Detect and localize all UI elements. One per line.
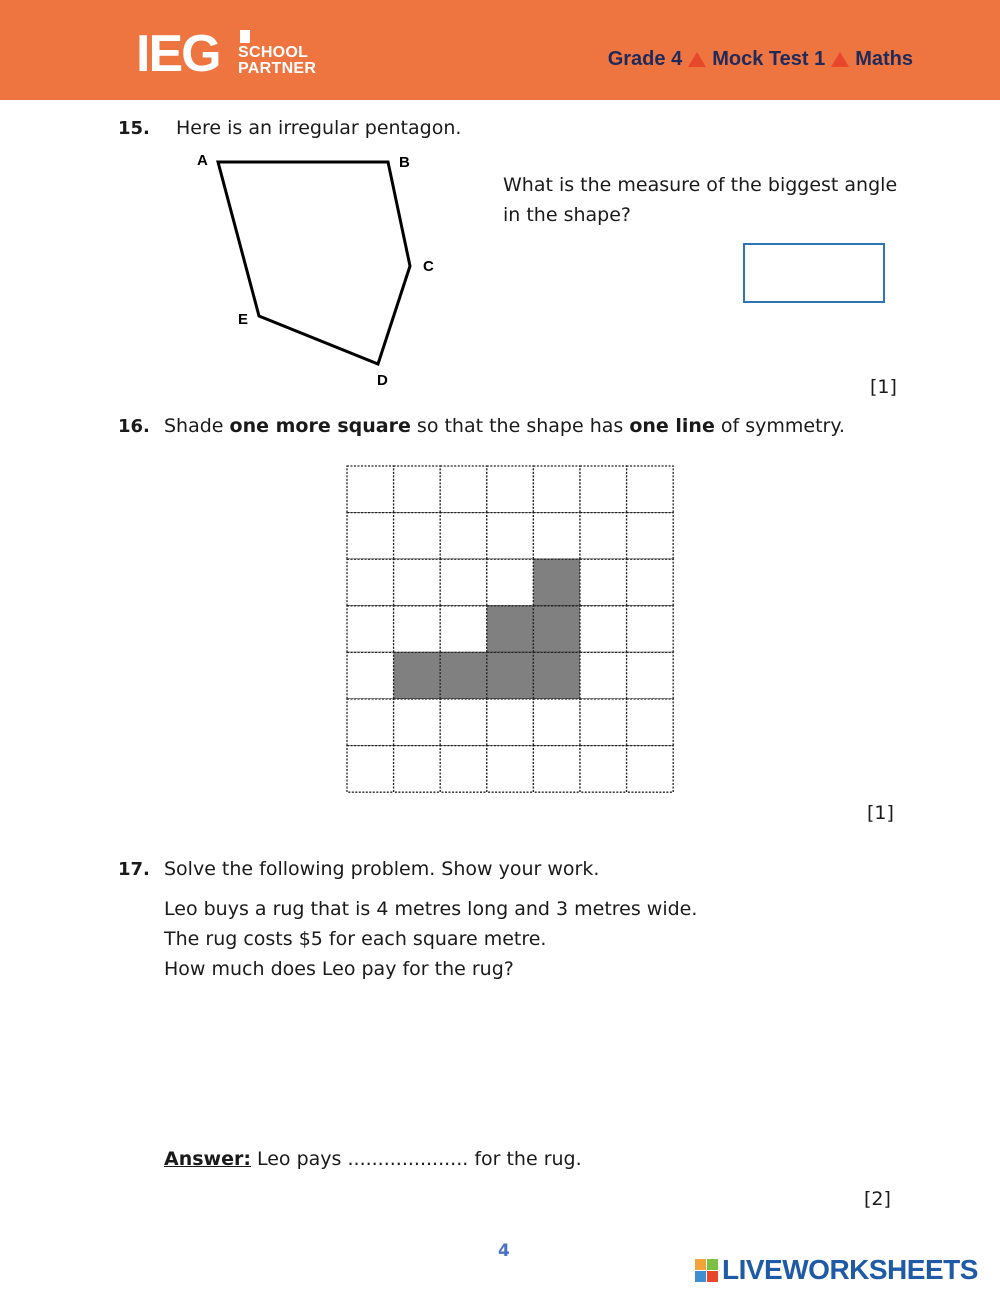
q15-text: Here is an irregular pentagon.	[176, 117, 462, 139]
grid-cell[interactable]	[627, 652, 674, 699]
grid-cell-shaded[interactable]	[533, 652, 580, 699]
grid-cell[interactable]	[487, 699, 534, 746]
header-title	[608, 48, 913, 71]
page-header	[0, 0, 1000, 100]
grid-cell[interactable]	[487, 513, 534, 560]
q15-question-line1: What is the measure of the biggest angle	[503, 174, 898, 196]
header-grade: Grade 4	[607, 48, 683, 70]
logo-subtitle	[238, 45, 316, 77]
q16-text-bold2: one line	[629, 415, 715, 437]
grid-cell[interactable]	[394, 513, 441, 560]
grid-cell[interactable]	[347, 466, 394, 513]
grid-cell[interactable]	[533, 699, 580, 746]
grid-cell[interactable]	[487, 466, 534, 513]
symmetry-grid	[345, 464, 677, 796]
q16-text	[164, 411, 845, 441]
grid-cell[interactable]	[580, 466, 627, 513]
grid-cell-shaded[interactable]	[533, 559, 580, 606]
q17-line1: Leo buys a rug that is 4 metres long and 3 metres wide.	[164, 898, 698, 920]
pentagon-figure	[180, 145, 460, 395]
q17-answer-text[interactable]: Leo pays .................... for the rug.	[250, 1148, 582, 1170]
header-subject: Maths	[855, 48, 913, 70]
grid-cell-shaded[interactable]	[394, 652, 441, 699]
grid-cell[interactable]	[533, 746, 580, 793]
grid-cell[interactable]	[440, 466, 487, 513]
q15-question-line2: in the shape?	[503, 204, 631, 226]
q16-text-bold1: one more square	[229, 415, 411, 437]
vertex-label-b: B	[399, 154, 410, 171]
header-test: Mock Test 1	[712, 48, 826, 70]
vertex-label-a: A	[197, 152, 208, 169]
grid-cell[interactable]	[627, 606, 674, 653]
grid-cell[interactable]	[627, 699, 674, 746]
q16-number: 16.	[118, 416, 150, 437]
grid-cell-shaded[interactable]	[440, 652, 487, 699]
grid-cell[interactable]	[533, 513, 580, 560]
grid-cell[interactable]	[347, 606, 394, 653]
q17-answer-line	[164, 1144, 582, 1174]
grid-cell[interactable]	[580, 513, 627, 560]
q16-marks: [1]	[867, 802, 894, 824]
vertex-label-e: E	[238, 311, 249, 328]
q16-text-part1: Shade	[164, 415, 230, 437]
grid-cell[interactable]	[440, 559, 487, 606]
q17-line2: The rug costs $5 for each square metre.	[164, 928, 547, 950]
liveworksheets-brand	[695, 1254, 978, 1286]
q15-marks: [1]	[870, 376, 897, 398]
q17-instruction: Solve the following problem. Show your work.	[164, 858, 600, 880]
grid-cell[interactable]	[627, 746, 674, 793]
grid-cell[interactable]	[440, 513, 487, 560]
pentagon-shape	[218, 162, 410, 364]
grid-cell[interactable]	[440, 699, 487, 746]
grid-cell[interactable]	[580, 699, 627, 746]
grid-cell[interactable]	[487, 746, 534, 793]
grid-cell[interactable]	[347, 513, 394, 560]
grid-cell[interactable]	[627, 513, 674, 560]
grid-cell-shaded[interactable]	[487, 652, 534, 699]
q17-answer-label: Answer:	[164, 1148, 251, 1170]
grid-cell[interactable]	[394, 746, 441, 793]
liveworksheets-text: LIVEWORKSHEETS	[722, 1254, 978, 1285]
grid-cell[interactable]	[580, 652, 627, 699]
grid-cell-shaded[interactable]	[487, 606, 534, 653]
grid-cell[interactable]	[394, 699, 441, 746]
triangle-separator-icon	[831, 52, 849, 67]
q15-answer-box[interactable]	[743, 243, 885, 303]
triangle-separator-icon	[688, 52, 706, 67]
q16-text-part3: of symmetry.	[714, 415, 845, 437]
page-number: 4	[498, 1241, 510, 1261]
grid-cell[interactable]	[347, 746, 394, 793]
grid-cell[interactable]	[580, 559, 627, 606]
grid-cell[interactable]	[394, 559, 441, 606]
q17-marks: [2]	[864, 1188, 891, 1210]
grid-cell[interactable]	[627, 466, 674, 513]
logo-ieg-text: IEG	[136, 25, 220, 83]
grid-cell[interactable]	[347, 559, 394, 606]
grid-cell[interactable]	[347, 652, 394, 699]
grid-cell[interactable]	[347, 699, 394, 746]
grid-cell[interactable]	[440, 606, 487, 653]
q16-text-part2: so that the shape has	[410, 415, 630, 437]
liveworksheets-logo-icon	[695, 1259, 718, 1282]
q17-number: 17.	[118, 859, 150, 880]
logo-sub-partner: PARTNER	[238, 60, 317, 77]
logo-sub-school: SCHOOL	[238, 44, 309, 61]
grid-cell[interactable]	[627, 559, 674, 606]
q15-number: 15.	[118, 118, 150, 139]
vertex-label-c: C	[423, 258, 434, 275]
grid-cell[interactable]	[394, 606, 441, 653]
grid-cell[interactable]	[440, 746, 487, 793]
q17-line3: How much does Leo pay for the rug?	[164, 958, 514, 980]
grid-cell[interactable]	[580, 606, 627, 653]
grid-cell[interactable]	[580, 746, 627, 793]
vertex-label-d: D	[377, 372, 388, 389]
grid-cell-shaded[interactable]	[533, 606, 580, 653]
grid-cell[interactable]	[394, 466, 441, 513]
grid-cell[interactable]	[533, 466, 580, 513]
logo-flag-icon	[240, 30, 250, 43]
grid-cell[interactable]	[487, 559, 534, 606]
